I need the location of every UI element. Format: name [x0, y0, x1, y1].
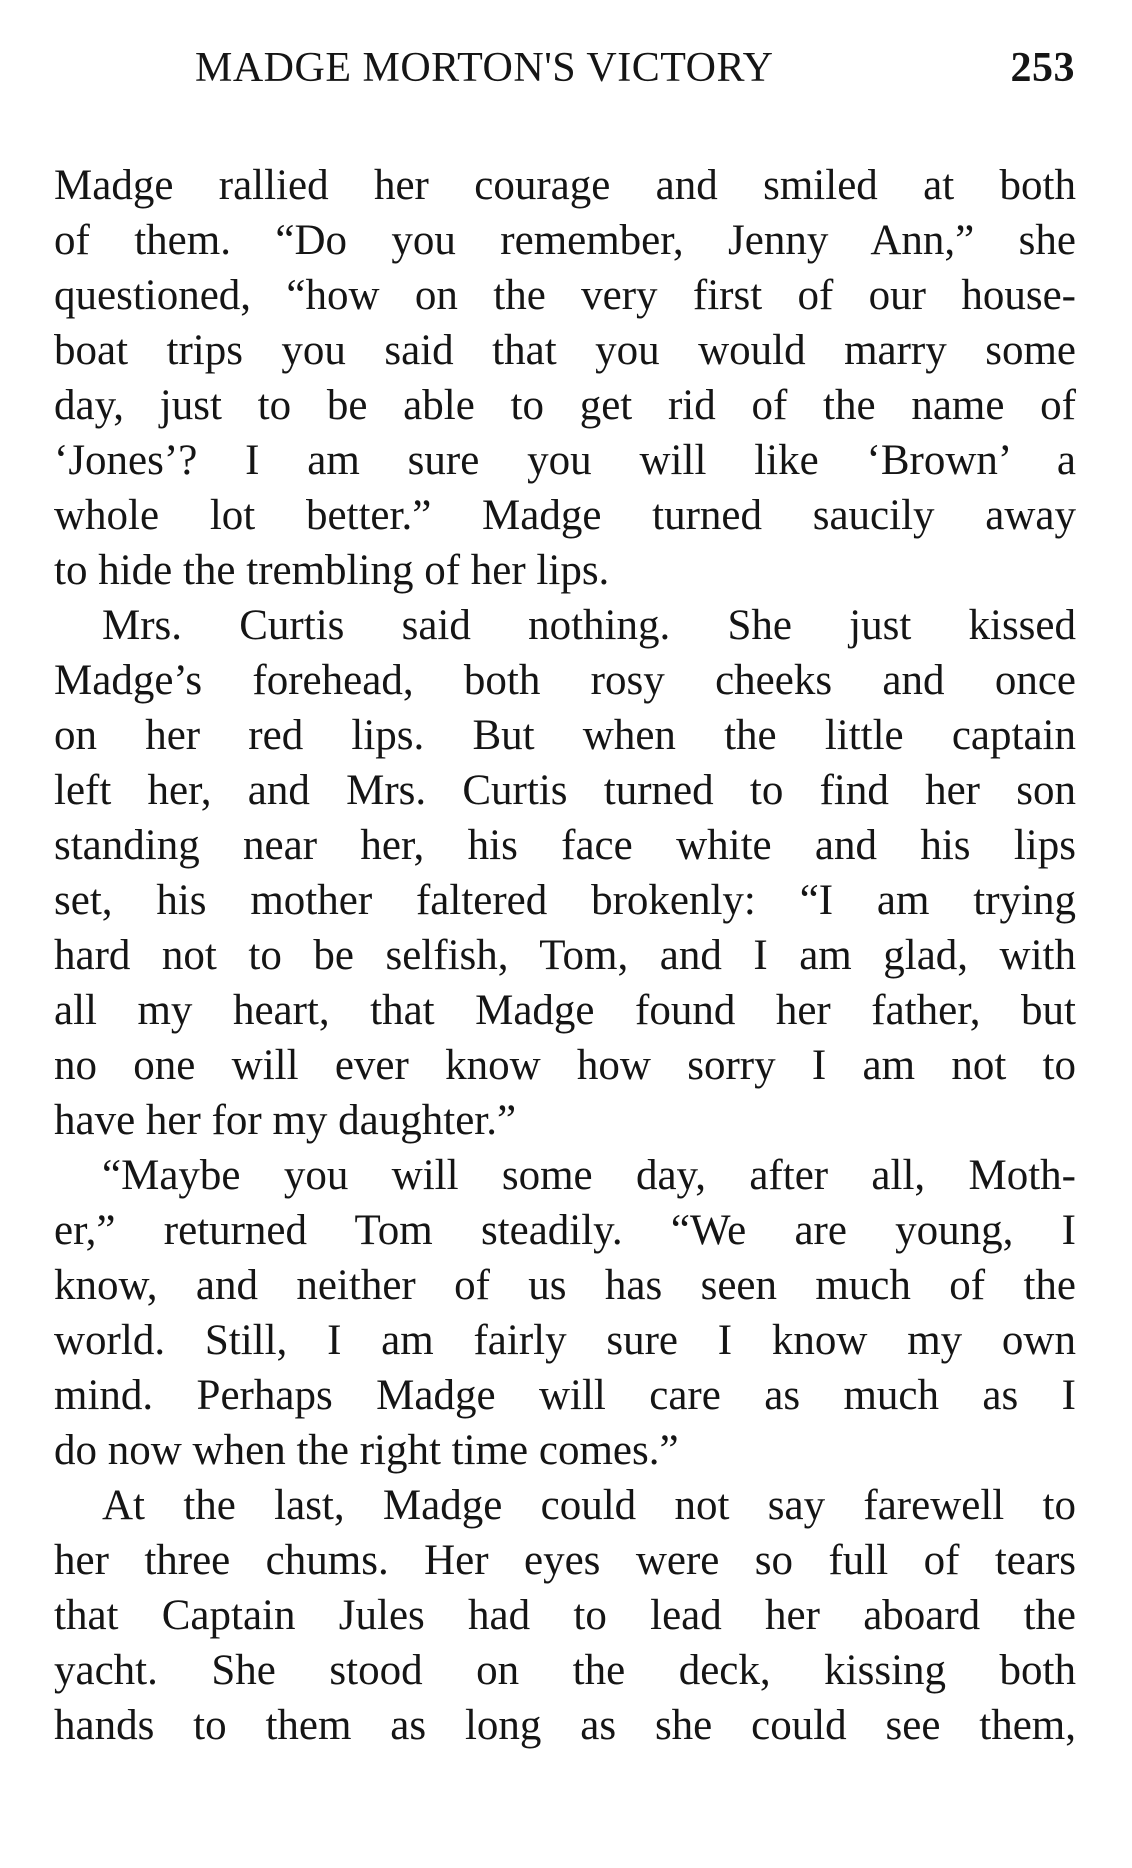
text-line: have her for my daughter.”	[54, 1097, 517, 1144]
text-line: boat trips you said that you would marry some	[54, 327, 1076, 374]
text-line: er,” returned Tom steadily. “We are young, I	[54, 1207, 1076, 1254]
text-line: of them. “Do you remember, Jenny Ann,” she	[54, 217, 1076, 264]
text-line: whole lot better.” Madge turned saucily away	[54, 492, 1076, 539]
text-line: ‘Jones’? I am sure you will like ‘Brown’ a	[54, 437, 1076, 484]
text-line: set, his mother faltered brokenly: “I am trying	[54, 877, 1076, 924]
text-line: left her, and Mrs. Curtis turned to find her son	[54, 767, 1076, 814]
text-line: to hide the trembling of her lips.	[54, 547, 610, 594]
paragraph	[54, 1478, 1076, 1753]
body-text	[54, 158, 1076, 1753]
paragraph	[54, 1148, 1076, 1478]
text-line: day, just to be able to get rid of the name of	[54, 382, 1076, 429]
text-line: hard not to be selfish, Tom, and I am glad, with	[54, 932, 1076, 979]
page-number: 253	[1010, 45, 1075, 91]
text-line: hands to them as long as she could see them,	[54, 1702, 1076, 1749]
text-line: no one will ever know how sorry I am not to	[54, 1042, 1076, 1089]
text-line: her three chums. Her eyes were so full of tears	[54, 1537, 1076, 1584]
text-line: mind. Perhaps Madge will care as much as I	[54, 1372, 1076, 1419]
text-line: Mrs. Curtis said nothing. She just kissed	[102, 602, 1076, 649]
running-head-title: MADGE MORTON'S VICTORY	[195, 45, 774, 91]
text-line: At the last, Madge could not say farewell to	[102, 1482, 1076, 1529]
text-line: Madge rallied her courage and smiled at both	[54, 162, 1076, 209]
text-line: all my heart, that Madge found her father, but	[54, 987, 1076, 1034]
text-line: yacht. She stood on the deck, kissing both	[54, 1647, 1076, 1694]
text-line: world. Still, I am fairly sure I know my own	[54, 1317, 1076, 1364]
text-line: Madge’s forehead, both rosy cheeks and once	[54, 657, 1076, 704]
running-head	[195, 44, 1075, 104]
paragraph	[54, 598, 1076, 1148]
text-line: know, and neither of us has seen much of the	[54, 1262, 1076, 1309]
paragraph	[54, 158, 1076, 598]
text-line: do now when the right time comes.”	[54, 1427, 679, 1474]
text-line: “Maybe you will some day, after all, Moth-	[102, 1152, 1076, 1199]
text-line: that Captain Jules had to lead her aboard the	[54, 1592, 1076, 1639]
text-line: questioned, “how on the very first of our house-	[54, 272, 1076, 319]
text-line: on her red lips. But when the little captain	[54, 712, 1076, 759]
text-line: standing near her, his face white and his lips	[54, 822, 1076, 869]
